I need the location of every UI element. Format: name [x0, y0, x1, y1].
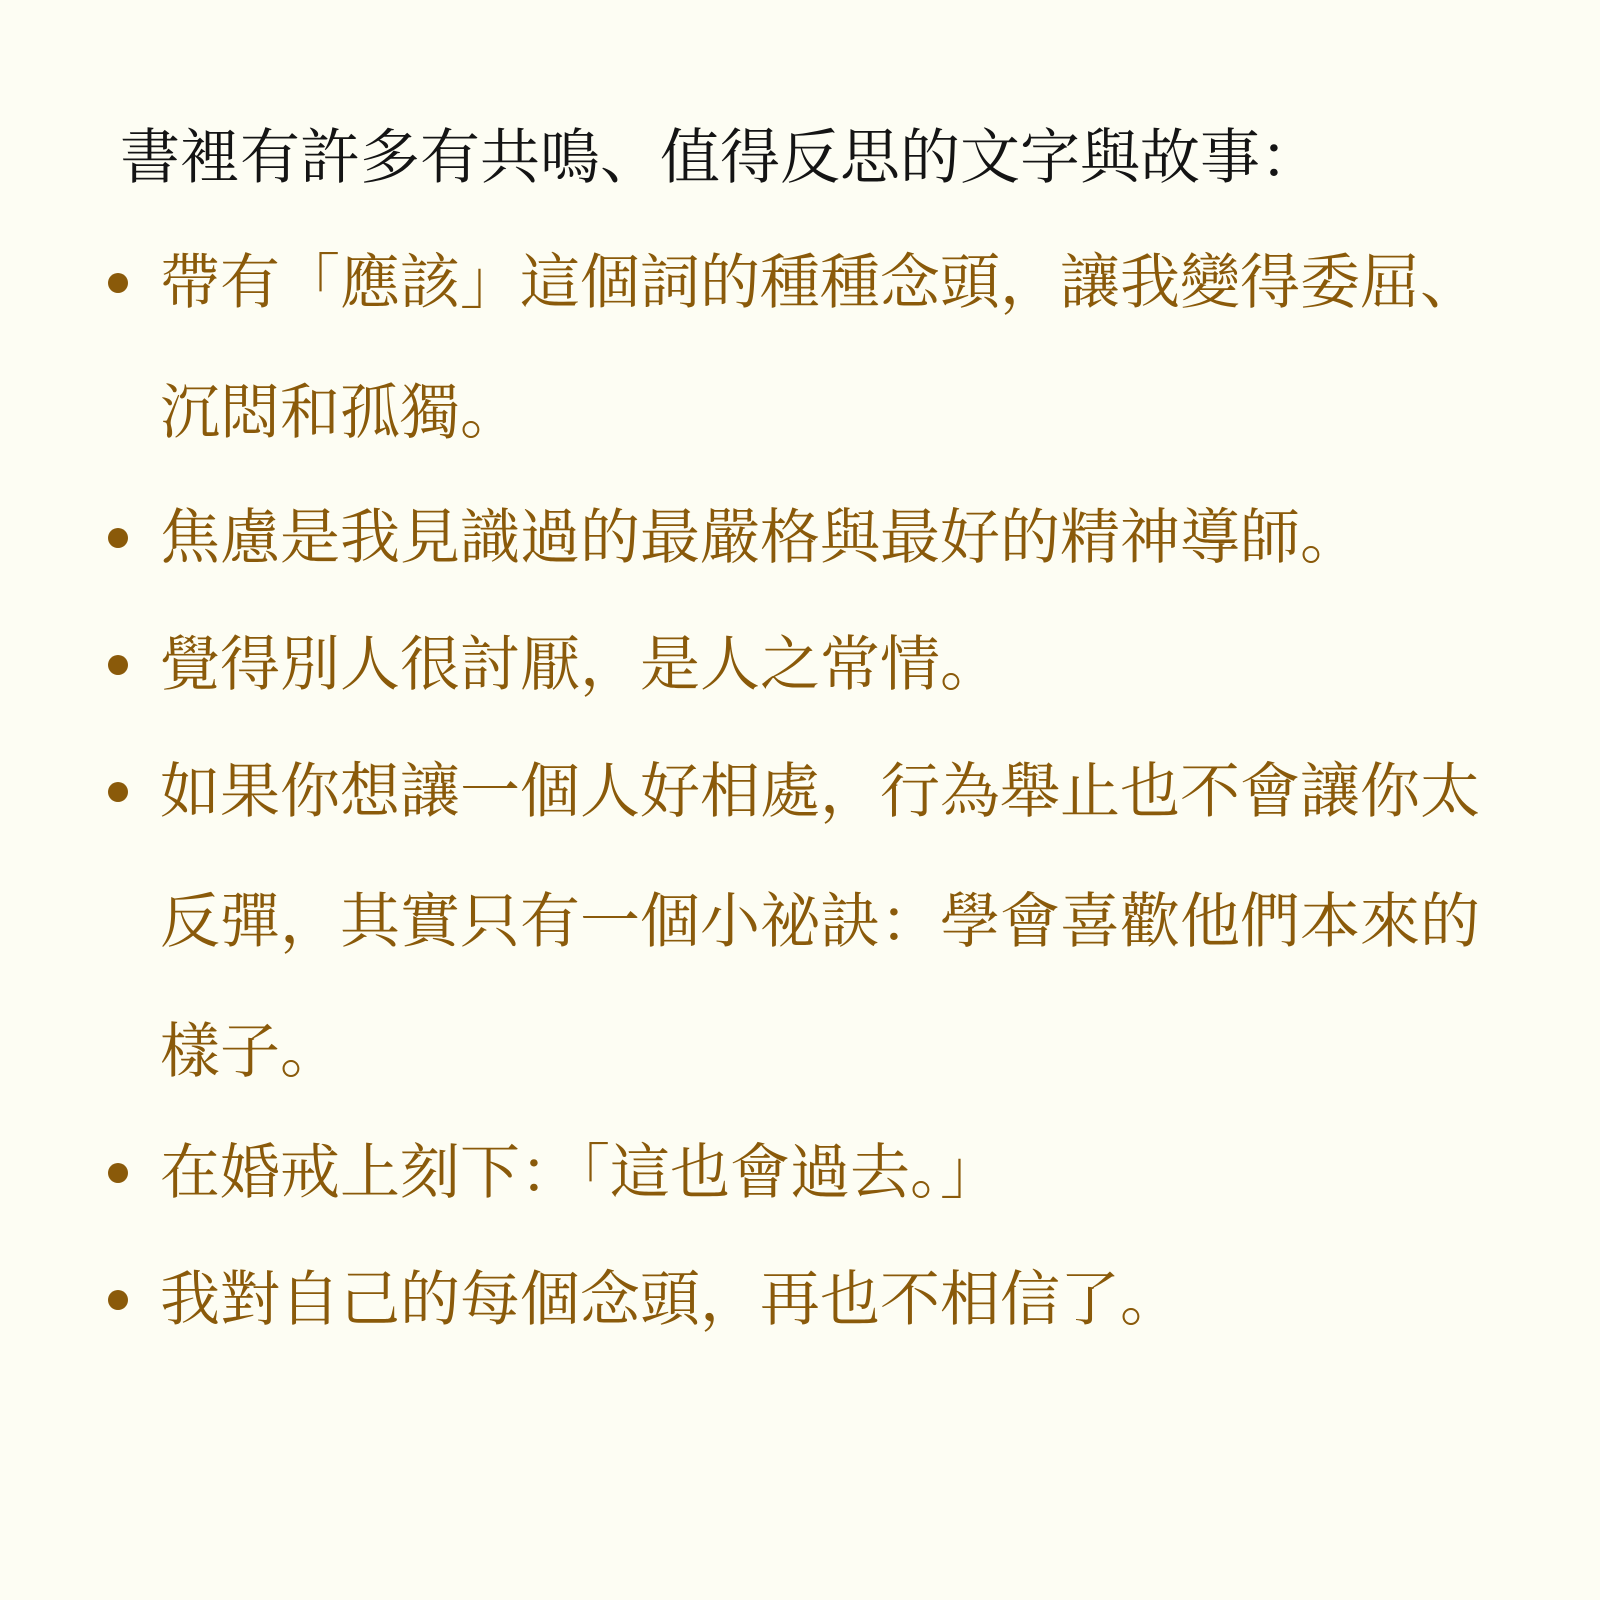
quote-item — [108, 218, 1518, 478]
quote-text: 帶有「應該」這個詞的種種念頭，讓我變得委屈、沉悶和孤獨。 — [160, 248, 1480, 448]
bullet-icon — [108, 528, 128, 548]
bullet-icon — [108, 782, 128, 802]
quote-text: 覺得別人很討厭，是人之常情。 — [160, 630, 1000, 700]
intro-heading: 書裡有許多有共鳴、值得反思的文字與故事： — [120, 123, 1320, 193]
quote-item — [108, 1108, 1518, 1238]
quote-text: 我對自己的每個念頭，再也不相信了。 — [160, 1265, 1180, 1335]
bullet-icon — [108, 273, 128, 293]
quote-item — [108, 600, 1518, 730]
quote-text: 焦慮是我見識過的最嚴格與最好的精神導師。 — [160, 503, 1360, 573]
quote-text: 如果你想讓一個人好相處，行為舉止也不會讓你太反彈，其實只有一個小祕訣：學會喜歡他們本來的樣子。 — [160, 757, 1480, 1087]
bullet-icon — [108, 1163, 128, 1183]
quote-item — [108, 473, 1518, 603]
quote-item — [108, 1235, 1518, 1365]
bullet-icon — [108, 1290, 128, 1310]
quote-item — [108, 727, 1518, 1117]
quote-text: 在婚戒上刻下：「這也會過去。」 — [160, 1138, 1000, 1208]
bullet-icon — [108, 655, 128, 675]
